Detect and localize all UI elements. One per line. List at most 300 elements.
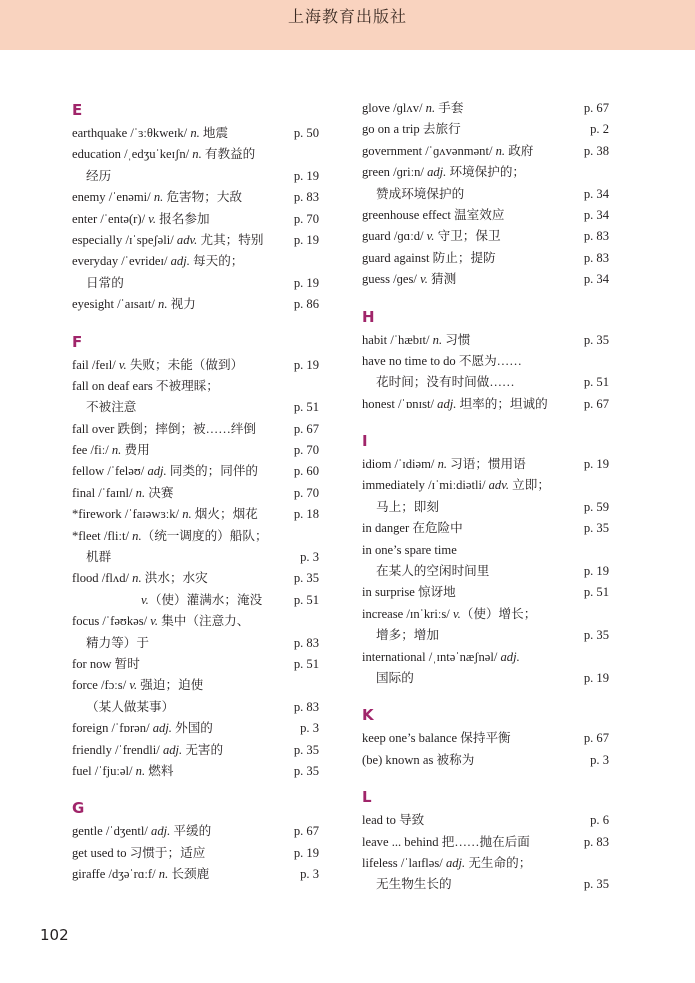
entry-line [362, 269, 607, 290]
section-letter: F [72, 332, 83, 351]
glossary-entry [362, 119, 607, 140]
chinese-definition: 花时间；没有时间做…… [376, 375, 515, 390]
section-letter: I [362, 432, 368, 451]
entry-line [362, 226, 607, 247]
glossary-entry [72, 843, 317, 864]
glossary-entry [362, 141, 607, 162]
part-of-speech: adj. [170, 254, 190, 269]
entry-headword: giraffe /dʒəˈrɑːf/ [72, 867, 159, 882]
chinese-definition: 被称为 [436, 752, 475, 767]
entry-headword: fee /fiː/ [72, 443, 112, 458]
chinese-definition: 无害的 [182, 742, 224, 757]
page-reference: p. 60 [293, 464, 319, 479]
page-reference: p. 34 [583, 207, 609, 222]
page-reference: p. 3 [300, 721, 319, 736]
page-reference: p. 19 [293, 232, 319, 247]
glossary-entry [72, 294, 317, 315]
page-reference: p. 35 [293, 742, 319, 757]
glossary-entry [72, 187, 317, 208]
chinese-definition: 环境保护的； [446, 165, 526, 180]
page-reference: p. 3 [300, 867, 319, 882]
entry-line [362, 561, 607, 582]
entry-line [362, 119, 607, 140]
chinese-definition: 烟火；烟花 [191, 507, 258, 522]
entry-headword: have no time to do [362, 353, 459, 368]
chinese-definition: 精力等）于 [86, 635, 149, 650]
chinese-definition: 尤其；特别 [197, 232, 264, 247]
glossary-entry [72, 461, 317, 482]
entry-line [72, 187, 317, 208]
part-of-speech: n. [153, 190, 164, 205]
part-of-speech: n. [432, 332, 443, 347]
entry-line [72, 547, 317, 568]
entry-headword: education /ˌedʒuˈkeɪʃn/ [72, 147, 193, 162]
page-reference: p. 70 [293, 485, 319, 500]
chinese-definition: 赞成环境保护的 [376, 186, 465, 201]
part-of-speech: n. [111, 443, 122, 458]
chinese-definition: 同类的；同伴的 [166, 464, 259, 479]
entry-headword: immediately /ɪˈmiːdiətli/ [362, 478, 489, 493]
entry-line [362, 162, 607, 183]
chinese-definition: 保持平衡 [460, 731, 511, 746]
part-of-speech: n. [135, 485, 146, 500]
chinese-definition: 洪水；水灾 [141, 571, 208, 586]
part-of-speech: v. [148, 211, 157, 226]
chinese-definition: 报名参加 [156, 211, 210, 226]
entry-headword: focus /ˈfəʊkəs/ [72, 614, 151, 629]
entry-line [72, 440, 317, 461]
page-reference: p. 51 [583, 585, 609, 600]
entry-headword: enemy /ˈenəmi/ [72, 190, 154, 205]
entry-headword: guard against [362, 250, 433, 265]
glossary-entry [72, 761, 317, 782]
glossary-entry [362, 475, 607, 518]
glossary-entry [72, 654, 317, 675]
chinese-definition: 国际的 [376, 670, 414, 685]
entry-headword: foreign /ˈfɒrən/ [72, 721, 153, 736]
entry-headword: final /ˈfaɪnl/ [72, 485, 136, 500]
entry-line [72, 251, 317, 272]
page-reference: p. 83 [583, 834, 609, 849]
entry-line [362, 853, 607, 874]
entry-headword: in danger [362, 521, 413, 536]
chinese-definition: 日常的 [86, 275, 124, 290]
entry-line [72, 718, 317, 739]
entry-line [72, 697, 317, 718]
part-of-speech: adv. [176, 232, 198, 247]
entry-headword: idiom /ˈɪdiəm/ [362, 457, 438, 472]
entry-headword: fellow /ˈfeləʊ/ [72, 464, 148, 479]
part-of-speech: adj. [437, 396, 457, 411]
entry-line [362, 372, 607, 393]
entry-line [72, 397, 317, 418]
chinese-definition: 习惯于；适应 [129, 845, 206, 860]
chinese-definition: 燃料 [145, 763, 174, 778]
glossary-entry [72, 611, 317, 654]
chinese-definition: 防止；提防 [432, 250, 496, 265]
entry-headword: flood /flʌd/ [72, 571, 133, 586]
page-reference: p. 51 [293, 656, 319, 671]
page-reference: p. 38 [583, 143, 609, 158]
part-of-speech: n. [425, 101, 436, 115]
glossary-entry [362, 518, 607, 539]
entry-line [72, 761, 317, 782]
glossary-entry [362, 351, 607, 394]
entry-line [72, 568, 317, 589]
chinese-definition: 立即； [509, 478, 550, 493]
glossary-entry [362, 226, 607, 247]
page-reference: p. 6 [590, 813, 609, 828]
page-reference: p. 50 [293, 126, 319, 140]
page-reference: p. 67 [583, 731, 609, 746]
page-reference: p. 19 [583, 564, 609, 579]
section-letter: K [362, 706, 374, 725]
entry-headword: for now [72, 656, 115, 671]
glossary-entry [362, 647, 607, 690]
glossary-section [362, 305, 607, 416]
publisher-name: 上海教育出版社 [287, 9, 407, 26]
chinese-definition: 失败；未能（做到） [126, 357, 244, 372]
entry-line [362, 518, 607, 539]
part-of-speech: n. [132, 528, 142, 543]
entry-line [72, 355, 317, 376]
page-reference: p. 35 [583, 877, 609, 892]
entry-headword: guard /ɡɑːd/ [362, 229, 427, 244]
chinese-definition: 机群 [86, 550, 112, 565]
chinese-definition: 无生物生长的 [376, 877, 452, 892]
glossary-entry [72, 675, 317, 718]
entry-line [72, 209, 317, 230]
chinese-definition: 每天的； [189, 254, 244, 269]
glossary-entry [362, 162, 607, 205]
chinese-definition: 手套 [435, 101, 464, 115]
entry-headword: increase /ɪnˈkriːs/ [362, 606, 453, 621]
page-reference: p. 67 [583, 396, 609, 411]
glossary-entry [362, 394, 607, 415]
page-reference: p. 51 [293, 592, 319, 607]
glossary-entry [72, 483, 317, 504]
entry-line [362, 454, 607, 475]
chinese-definition: （使）增长； [460, 606, 537, 621]
entry-headword: lead to [362, 813, 400, 828]
entry-line [362, 647, 607, 668]
entry-headword: everyday /ˈevrideɪ/ [72, 254, 171, 269]
page-number: 102 [40, 926, 69, 944]
glossary-entry [362, 330, 607, 351]
part-of-speech: adj. [151, 824, 171, 839]
part-of-speech: n. [182, 507, 192, 522]
page-reference: p. 19 [583, 670, 609, 685]
entry-line [72, 230, 317, 251]
entry-headword: *fleet /fliːt/ [72, 528, 133, 543]
entry-line [72, 376, 317, 397]
page-reference: p. 83 [293, 190, 319, 205]
page-reference: p. 86 [293, 297, 319, 312]
glossary-entry [72, 568, 317, 611]
chinese-definition: 不被理睬； [155, 378, 219, 393]
glossary-entry [72, 123, 317, 144]
chinese-definition: 守卫；保卫 [434, 229, 501, 244]
chinese-definition: 导致 [399, 813, 425, 828]
chinese-definition: 增多；增加 [376, 628, 439, 643]
glossary-section [362, 98, 607, 291]
entry-headword: honest /ˈɒnɪst/ [362, 396, 438, 411]
glossary-entry [72, 504, 317, 525]
glossary-entry [72, 526, 317, 569]
chinese-definition: 平缓的 [170, 824, 212, 839]
glossary-section [72, 796, 317, 885]
page-reference: p. 83 [583, 250, 609, 265]
header-bar [0, 0, 695, 50]
page-reference: p. 3 [300, 550, 319, 565]
page-reference: p. 83 [293, 635, 319, 650]
glossary-entry [72, 144, 317, 187]
part-of-speech: n. [437, 457, 448, 472]
page-reference: p. 2 [590, 122, 609, 137]
entry-line [72, 843, 317, 864]
entry-line [72, 483, 317, 504]
chinese-definition: 不愿为…… [458, 353, 522, 368]
glossary-entry [362, 604, 607, 647]
entry-line [362, 475, 607, 496]
chinese-definition: 习惯 [442, 332, 471, 347]
chinese-definition: 经历 [86, 168, 112, 183]
entry-headword: fall over [72, 421, 118, 436]
chinese-definition: 决赛 [145, 485, 174, 500]
entry-line [362, 874, 607, 895]
chinese-definition: 在危险中 [412, 521, 463, 536]
entry-headword: especially /ɪˈspeʃəli/ [72, 232, 177, 247]
entry-line [72, 144, 317, 165]
part-of-speech: v. [118, 357, 127, 372]
entry-headword: go on a trip [362, 122, 423, 137]
entry-line [362, 351, 607, 372]
entry-line [362, 582, 607, 603]
part-of-speech: adj. [500, 649, 520, 664]
entry-line [72, 461, 317, 482]
glossary-entry [72, 376, 317, 419]
entry-headword: gentle /ˈdʒentl/ [72, 824, 152, 839]
chinese-definition: 坦率的；坦诚的 [456, 396, 548, 411]
glossary-entry [72, 355, 317, 376]
section-letter: H [362, 307, 375, 326]
entry-line [362, 330, 607, 351]
entry-line [72, 740, 317, 761]
part-of-speech: adj. [152, 721, 172, 736]
page-reference: p. 67 [293, 824, 319, 839]
entry-line [362, 625, 607, 646]
chinese-definition: 惊讶地 [417, 585, 456, 600]
page-reference: p. 19 [293, 275, 319, 290]
entry-headword: leave ... behind [362, 834, 442, 849]
entry-headword: habit /ˈhæbɪt/ [362, 332, 433, 347]
page-reference: p. 59 [583, 499, 609, 514]
glossary-section [362, 785, 607, 896]
section-letter: G [72, 799, 85, 818]
part-of-speech: adj. [147, 464, 167, 479]
glossary-entry [362, 728, 607, 749]
entry-headword: get used to [72, 845, 130, 860]
chinese-definition: 无生命的； [465, 855, 532, 870]
chinese-definition: （统一调度的）船队； [141, 528, 268, 543]
entry-line [362, 750, 607, 771]
page-reference: p. 35 [293, 763, 319, 778]
entry-headword: fail /feɪl/ [72, 357, 119, 372]
glossary-entry [362, 853, 607, 896]
entry-line [72, 675, 317, 696]
glossary-section [72, 330, 317, 783]
part-of-speech: adj. [445, 855, 466, 870]
chinese-definition: 集中（注意力、 [158, 614, 250, 629]
entry-line [72, 611, 317, 632]
chinese-definition: 猜测 [427, 272, 457, 287]
part-of-speech: n. [132, 571, 142, 586]
page-reference: p. 83 [293, 699, 319, 714]
entry-headword: international /ˌɪntəˈnæʃnəl/ [362, 649, 501, 664]
page-reference: p. 70 [293, 443, 319, 458]
glossary-column-left [72, 98, 317, 900]
page-reference: p. 51 [583, 375, 609, 390]
part-of-speech: n. [135, 763, 146, 778]
entry-line [72, 590, 317, 611]
chinese-definition: 马上；即刻 [376, 499, 439, 514]
page-reference: p. 70 [293, 211, 319, 226]
part-of-speech: n. [158, 867, 169, 882]
part-of-speech: v. [150, 614, 159, 629]
entry-line [362, 668, 607, 689]
glossary-entry [72, 230, 317, 251]
entry-line [72, 864, 317, 885]
page-reference: p. 83 [583, 229, 609, 244]
entry-line [72, 123, 317, 144]
entry-line [362, 141, 607, 162]
chinese-definition: 习语；惯用语 [447, 457, 526, 472]
page-reference: p. 34 [583, 186, 609, 201]
entry-line [362, 604, 607, 625]
glossary-entry [362, 269, 607, 290]
glossary-entry [72, 440, 317, 461]
part-of-speech: adj. [162, 742, 183, 757]
entry-line [362, 248, 607, 269]
entry-line [362, 832, 607, 853]
page-reference: p. 51 [293, 400, 319, 415]
entry-headword: greenhouse effect [362, 207, 455, 222]
entry-headword: green /ɡriːn/ [362, 165, 428, 180]
entry-headword: friendly /ˈfrendli/ [72, 742, 163, 757]
chinese-definition: 政府 [505, 143, 534, 158]
glossary-section [362, 429, 607, 689]
part-of-speech: adv. [488, 478, 510, 493]
entry-headword: force /fɔːs/ [72, 678, 130, 693]
section-letter: E [72, 101, 83, 119]
page-reference: p. 19 [293, 845, 319, 860]
chinese-definition: 不被注意 [86, 400, 137, 415]
entry-headword: glove /ɡlʌv/ [362, 101, 426, 115]
entry-line [72, 504, 317, 525]
glossary-entry [362, 98, 607, 119]
entry-line [72, 654, 317, 675]
chinese-definition: 暂时 [114, 656, 140, 671]
chinese-definition: 强迫；迫使 [137, 678, 204, 693]
entry-headword: in one’s spare time [362, 542, 457, 557]
page-reference: p. 19 [583, 457, 609, 472]
entry-line [72, 419, 317, 440]
chinese-definition: 地震 [199, 126, 229, 140]
entry-headword: fuel /ˈfjuːəl/ [72, 763, 136, 778]
entry-headword: keep one’s balance [362, 731, 461, 746]
part-of-speech: v. [141, 592, 149, 607]
entry-headword: in surprise [362, 585, 418, 600]
chinese-definition: 费用 [121, 443, 150, 458]
part-of-speech: adj. [427, 165, 447, 180]
page-reference: p. 18 [293, 507, 319, 522]
glossary-entry [362, 582, 607, 603]
chinese-definition: 有教益的 [201, 147, 256, 162]
glossary-entry [72, 209, 317, 230]
section-letter: L [362, 788, 372, 807]
part-of-speech: n. [495, 143, 506, 158]
chinese-definition: 跌倒；摔倒；被……绊倒 [117, 421, 256, 436]
entry-headword: (be) known as [362, 752, 437, 767]
glossary-section [72, 98, 317, 316]
glossary-entry [362, 205, 607, 226]
part-of-speech: v. [452, 606, 461, 621]
glossary-entry [362, 810, 607, 831]
page-reference: p. 67 [583, 101, 609, 115]
entry-line [72, 821, 317, 842]
glossary-entry [72, 251, 317, 294]
entry-headword: *firework /ˈfaɪəwɜːk/ [72, 507, 183, 522]
entry-line [72, 294, 317, 315]
glossary-entry [72, 419, 317, 440]
entry-line [362, 810, 607, 831]
page-reference: p. 3 [590, 752, 609, 767]
entry-headword: government /ˈɡʌvənmənt/ [362, 143, 496, 158]
part-of-speech: v. [426, 229, 435, 244]
glossary-section [362, 703, 607, 771]
entry-headword: earthquake /ˈɜːθkweɪk/ [72, 126, 191, 140]
chinese-definition: 外国的 [171, 721, 213, 736]
chinese-definition: （某人做某事） [86, 699, 175, 714]
part-of-speech: n. [158, 297, 168, 312]
entry-line [362, 728, 607, 749]
page-reference: p. 35 [583, 628, 609, 643]
chinese-definition: 在某人的空闲时间里 [376, 564, 490, 579]
entry-line [72, 526, 317, 547]
entry-line [362, 497, 607, 518]
part-of-speech: n. [192, 147, 202, 162]
chinese-definition: 视力 [167, 297, 196, 312]
chinese-definition: 去旅行 [422, 122, 461, 137]
chinese-definition: 把……抛在后面 [441, 834, 530, 849]
chinese-definition: 长颈鹿 [168, 867, 210, 882]
page-reference: p. 19 [293, 357, 319, 372]
entry-headword: fall on deaf ears [72, 378, 156, 393]
entry-headword: guess /ɡes/ [362, 272, 421, 287]
glossary-entry [72, 740, 317, 761]
page-reference: p. 19 [293, 168, 319, 183]
page-reference: p. 35 [583, 332, 609, 347]
entry-line [72, 633, 317, 654]
page-reference: p. 35 [293, 571, 319, 586]
glossary-entry [362, 832, 607, 853]
chinese-definition: 温室效应 [454, 207, 505, 222]
glossary-entry [362, 540, 607, 583]
entry-headword: eyesight /ˈaɪsaɪt/ [72, 297, 159, 312]
chinese-definition: （使）灌满水；淹没 [148, 592, 263, 607]
entry-headword: lifeless /ˈlaɪfləs/ [362, 855, 446, 870]
part-of-speech: v. [420, 272, 428, 287]
